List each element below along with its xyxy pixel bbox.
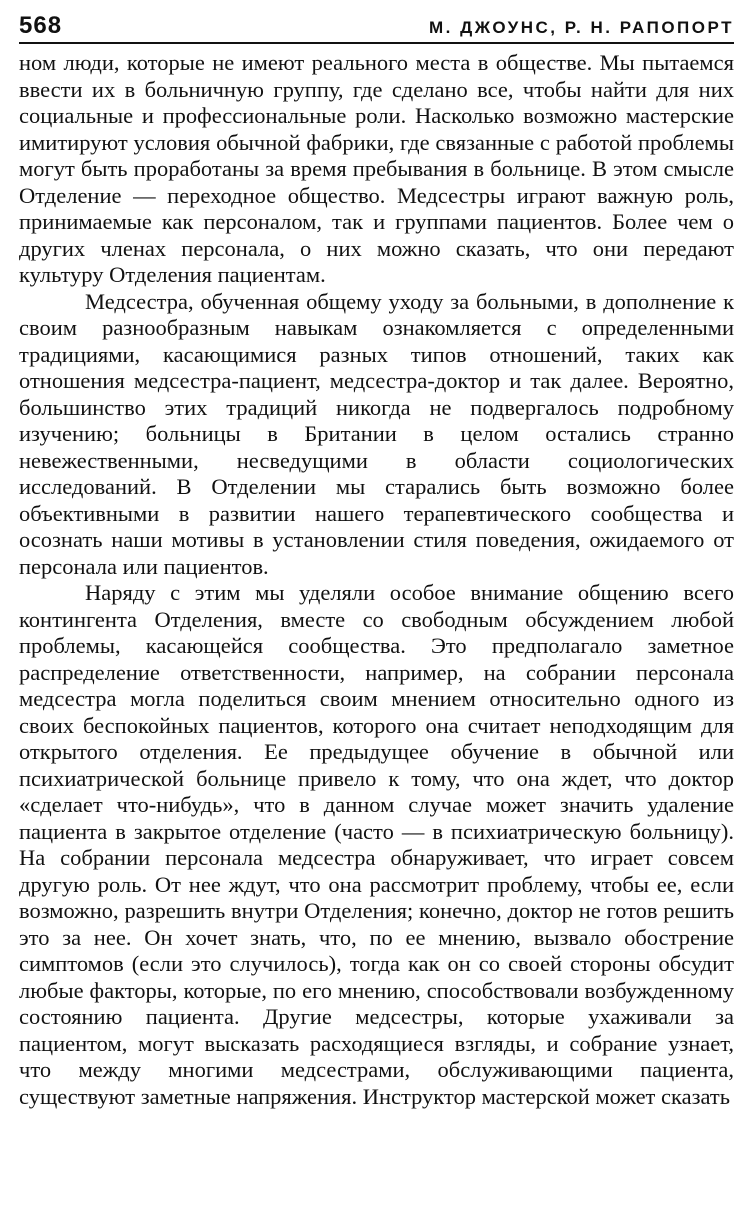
paragraph-continued: ном люди, которые не имеют реального места в обществе. Мы пытаемся ввести их в больничную группу, где сделано все, чтобы найти для них социальные и профессиональные роли. Насколько возможно мастерские имитируют условия обычной фабрики, где связанные с работой проблемы могут быть проработаны за время пребывания в больнице. В этом смысле Отделение — переходное общество. Медсестры играют важную роль, принимаемые как персоналом, так и группами пациентов. Более чем о других членах персонала, о них можно сказать, что они передают культуру Отделения пациентам. [19, 50, 734, 287]
page-number: 568 [19, 12, 63, 39]
page-header [19, 12, 734, 44]
paragraph-communication: Наряду с этим мы уделяли особое внимание общению всего контингента Отделения, вместе со свободным обсуждением любой проблемы, касающейся сообщества. Это предполагало заметное распределение ответственности, например, на собрании персонала медсестра могла поделиться своим мнением относительно одного из своих беспокойных пациентов, которого она считает неподходящим для открытого отделения. Ее предыдущее обучение в обычной или психиатрической больнице привело к тому, что она ждет, что доктор «сделает что-нибудь», что в данном случае может значить удаление пациента в закрытое отделение (часто — в психиатрическую больницу). На собрании персонала медсестра обнаруживает, что играет совсем другую роль. От нее ждут, что она рассмотрит проблему, чтобы ее, если возможно, разрешить внутри Отделения; конечно, доктор не готов решить это за нее. Он хочет знать, что, по ее мнению, вызвало обострение симптомов (если это случилось), тогда как он со своей стороны обсудит любые факторы, которые, по его мнению, способствовали возбужденному состоянию пациента. Другие медсестры, которые ухаживали за пациентом, могут высказать расходящиеся взгляды, и собрание узнает, что между многими медсестрами, обслуживающими пациента, существуют заметные напряжения. Инструктор мастерской может сказать [19, 580, 734, 1109]
paragraph-nurse-training: Медсестра, обученная общему уходу за больными, в дополнение к своим разнообразным навыкам ознакомляется с определенными традициями, касающимися разных типов отношений, таких как отношения медсестра-пациент, медсестра-доктор и так далее. Вероятно, большинство этих традиций никогда не подвергалось подробному изучению; больницы в Британии в целом остались странно невежественными, несведущими в области социологических исследований. В Отделении мы старались быть возможно более объективными в развитии нашего терапевтического сообщества и осознать наши мотивы в установлении стиля поведения, ожидаемого от персонала или пациентов. [19, 288, 734, 579]
body-text [19, 50, 734, 1110]
running-head: М. ДЖОУНС, Р. Н. РАПОПОРТ [429, 18, 734, 37]
